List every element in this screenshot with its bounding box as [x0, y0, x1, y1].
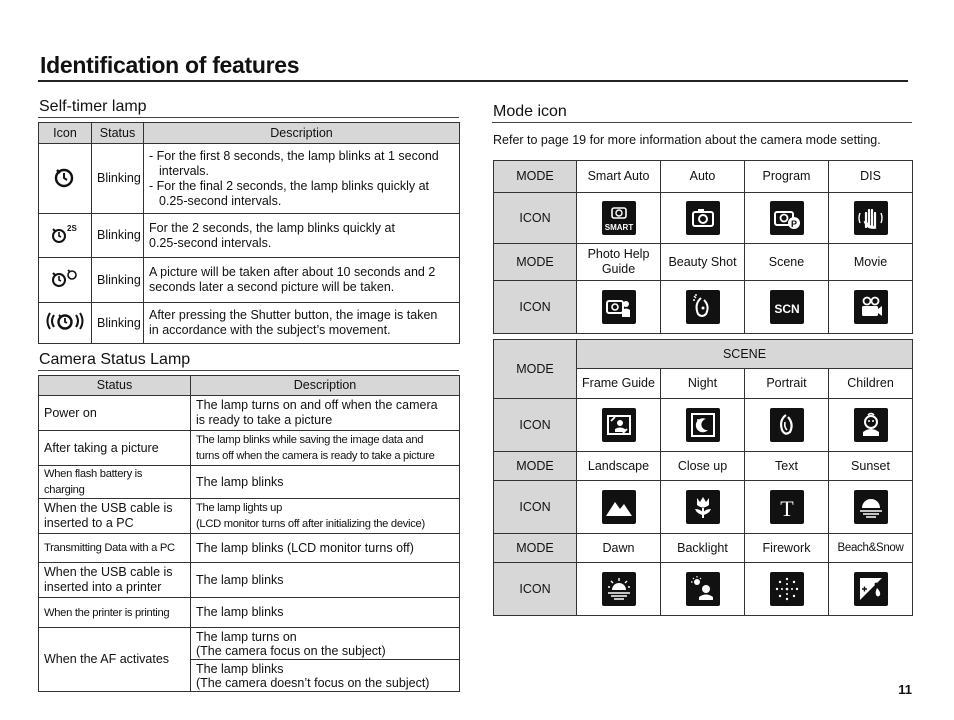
- table-row: [39, 534, 460, 563]
- camera-status-rule: [38, 370, 459, 371]
- icon-cell: [829, 281, 913, 334]
- description-line: The lamp turns on: [196, 629, 297, 644]
- status-cell: Blinking: [92, 303, 144, 344]
- table-row: [39, 563, 460, 598]
- icon-cell: [577, 281, 661, 334]
- camera-status-table: [38, 375, 460, 692]
- col-status: Status: [92, 123, 144, 144]
- table-row: [39, 214, 460, 258]
- description-line: seconds later a second picture will be taken.: [149, 280, 395, 294]
- self-timer-2s-icon: [49, 222, 81, 246]
- description-line: (LCD monitor turns off after initializing the device): [196, 518, 425, 530]
- description-cell: [144, 214, 460, 258]
- dawn-icon: [602, 572, 636, 606]
- status-line: When the USB cable is: [44, 565, 173, 579]
- description-line: in accordance with the subject’s movement.: [149, 323, 391, 337]
- description-line: The lamp blinks while saving the image data and: [196, 434, 424, 446]
- table-row: [39, 303, 460, 344]
- icon-cell: [39, 214, 92, 258]
- status-cell: Transmitting Data with a PC: [39, 534, 191, 563]
- status-line: inserted into a printer: [44, 580, 162, 594]
- svg-text:2S: 2S: [67, 223, 77, 233]
- icon-cell: [661, 563, 745, 616]
- status-cell: Blinking: [92, 214, 144, 258]
- icon-cell: [745, 563, 829, 616]
- description-line: A picture will be taken after about 10 seconds and 2: [149, 265, 436, 279]
- table-row: [39, 628, 460, 660]
- auto-camera-icon: [686, 201, 720, 235]
- icon-cell: [829, 563, 913, 616]
- icon-cell: [577, 193, 661, 244]
- description-cell: [191, 628, 460, 660]
- description-line: (The camera focus on the subject): [196, 643, 386, 658]
- program-icon: [770, 201, 804, 235]
- status-cell: [39, 563, 191, 598]
- photo-help-guide-icon: [602, 290, 636, 324]
- table-row: [39, 466, 460, 499]
- description-line: The lamp lights up: [196, 502, 283, 514]
- icon-cell: [39, 303, 92, 344]
- table-row: [39, 499, 460, 534]
- description-line: 0.25-second intervals.: [159, 193, 282, 208]
- mode-name: Scene: [745, 244, 829, 281]
- mode-name: Night: [661, 369, 745, 399]
- title-rule: [38, 80, 908, 82]
- description-line: After pressing the Shutter button, the image is taken: [149, 308, 438, 322]
- icon-label: ICON: [494, 281, 577, 334]
- table-row: [39, 598, 460, 628]
- status-cell: Blinking: [92, 144, 144, 214]
- description-cell: The lamp blinks (LCD monitor turns off): [191, 534, 460, 563]
- icon-cell: [661, 281, 745, 334]
- description-line: (The camera doesn’t focus on the subject): [196, 675, 430, 690]
- table-row: [39, 431, 460, 466]
- dis-hand-icon: [854, 201, 888, 235]
- status-cell: When the AF activates: [39, 628, 191, 692]
- sunset-icon: [854, 490, 888, 524]
- smart-icon-text: SMART: [604, 223, 633, 232]
- description-line: turns off when the camera is ready to take a picture: [196, 450, 435, 462]
- frame-guide-icon: [602, 408, 636, 442]
- icon-cell: [745, 399, 829, 452]
- mode-label: MODE: [494, 452, 577, 481]
- mode-name: Firework: [745, 534, 829, 563]
- mode-label: MODE: [494, 244, 577, 281]
- icon-cell: [745, 481, 829, 534]
- children-icon: [854, 408, 888, 442]
- scene-header: SCENE: [577, 340, 913, 369]
- mode-name-line: Photo Help: [587, 247, 650, 261]
- icon-cell: [39, 258, 92, 303]
- icon-cell: [829, 399, 913, 452]
- mode-table-1: [493, 160, 913, 334]
- smart-auto-icon: [602, 201, 636, 235]
- mode-name: Portrait: [745, 369, 829, 399]
- status-cell: When the printer is printing: [39, 598, 191, 628]
- status-line: When the USB cable is: [44, 501, 173, 515]
- mode-name: [577, 244, 661, 281]
- mode-name-line: Guide: [601, 262, 636, 276]
- icon-cell: [577, 399, 661, 452]
- description-line: - For the final 2 seconds, the lamp blinks quickly at: [149, 178, 429, 193]
- self-timer-rule: [38, 117, 459, 118]
- icon-cell: [829, 193, 913, 244]
- page-title: Identification of features: [40, 52, 300, 78]
- mode-name: Children: [829, 369, 913, 399]
- description-cell: [191, 660, 460, 692]
- icon-cell: [661, 193, 745, 244]
- mode-name: Auto: [661, 161, 745, 193]
- col-description: Description: [191, 376, 460, 396]
- icon-cell: [577, 481, 661, 534]
- description-cell: The lamp blinks: [191, 563, 460, 598]
- mode-name: Close up: [661, 452, 745, 481]
- icon-label: ICON: [494, 481, 577, 534]
- status-cell: When flash battery is charging: [39, 466, 191, 499]
- description-line: 0.25-second intervals.: [149, 235, 272, 250]
- mode-name: Landscape: [577, 452, 661, 481]
- table-row: [39, 396, 460, 431]
- self-timer-10s-icon: [52, 165, 78, 189]
- icon-cell: [745, 281, 829, 334]
- mode-name: Smart Auto: [577, 161, 661, 193]
- description-cell: [191, 396, 460, 431]
- icon-cell: [39, 144, 92, 214]
- beach-snow-icon: [854, 572, 888, 606]
- description-line: The lamp turns on and off when the camera: [196, 398, 438, 412]
- icon-label: ICON: [494, 563, 577, 616]
- status-cell: After taking a picture: [39, 431, 191, 466]
- icon-cell: [661, 399, 745, 452]
- text-mode-icon: [770, 490, 804, 524]
- mode-name: Beach&Snow: [829, 534, 913, 563]
- description-line: is ready to take a picture: [196, 413, 333, 427]
- mode-name: Program: [745, 161, 829, 193]
- description-cell: The lamp blinks: [191, 466, 460, 499]
- self-timer-double-icon: [49, 266, 81, 290]
- scene-scn-icon: [770, 290, 804, 324]
- movie-camera-icon: [854, 290, 888, 324]
- description-cell: [144, 144, 460, 214]
- table-row: [39, 144, 460, 214]
- mode-name: Beauty Shot: [661, 244, 745, 281]
- beauty-shot-icon: [686, 290, 720, 324]
- icon-cell: [829, 481, 913, 534]
- portrait-icon: [770, 408, 804, 442]
- backlight-icon: [686, 572, 720, 606]
- mode-table-2: [493, 339, 913, 616]
- scn-icon-text: SCN: [773, 302, 800, 316]
- description-cell: [144, 258, 460, 303]
- col-icon: Icon: [39, 123, 92, 144]
- mode-name: DIS: [829, 161, 913, 193]
- motion-timer-icon: [44, 309, 86, 333]
- status-cell: Power on: [39, 396, 191, 431]
- page-number: 11: [898, 682, 912, 697]
- svg-text:P: P: [790, 219, 797, 229]
- mode-name: Sunset: [829, 452, 913, 481]
- mode-icon-note: Refer to page 19 for more information about the camera mode setting.: [493, 133, 881, 147]
- mode-name: Movie: [829, 244, 913, 281]
- landscape-mountain-icon: [602, 490, 636, 524]
- status-cell: [39, 499, 191, 534]
- icon-cell: [745, 193, 829, 244]
- night-moon-icon: [686, 408, 720, 442]
- self-timer-table: [38, 122, 460, 344]
- description-line: intervals.: [159, 163, 210, 178]
- col-description: Description: [144, 123, 460, 144]
- mode-label: MODE: [494, 340, 577, 399]
- mode-name: Backlight: [661, 534, 745, 563]
- icon-cell: [577, 563, 661, 616]
- description-line: - For the first 8 seconds, the lamp blinks at 1 second: [149, 148, 439, 163]
- mode-icon-heading: Mode icon: [493, 103, 567, 120]
- table-row: [39, 258, 460, 303]
- firework-icon: [770, 572, 804, 606]
- text-icon-glyph: T: [779, 496, 794, 521]
- mode-label: MODE: [494, 534, 577, 563]
- description-cell: The lamp blinks: [191, 598, 460, 628]
- mode-icon-rule: [492, 122, 912, 123]
- description-cell: [191, 431, 460, 466]
- camera-status-heading: Camera Status Lamp: [39, 351, 191, 368]
- status-cell: Blinking: [92, 258, 144, 303]
- status-line: inserted to a PC: [44, 516, 134, 530]
- mode-name: Text: [745, 452, 829, 481]
- mode-name: Dawn: [577, 534, 661, 563]
- col-status: Status: [39, 376, 191, 396]
- description-line: The lamp blinks: [196, 661, 284, 676]
- icon-label: ICON: [494, 193, 577, 244]
- mode-name: Frame Guide: [577, 369, 661, 399]
- mode-label: MODE: [494, 161, 577, 193]
- description-cell: [144, 303, 460, 344]
- icon-label: ICON: [494, 399, 577, 452]
- description-line: For the 2 seconds, the lamp blinks quickly at: [149, 220, 395, 235]
- icon-cell: [661, 481, 745, 534]
- self-timer-heading: Self-timer lamp: [39, 98, 147, 115]
- description-cell: [191, 499, 460, 534]
- close-up-flower-icon: [686, 490, 720, 524]
